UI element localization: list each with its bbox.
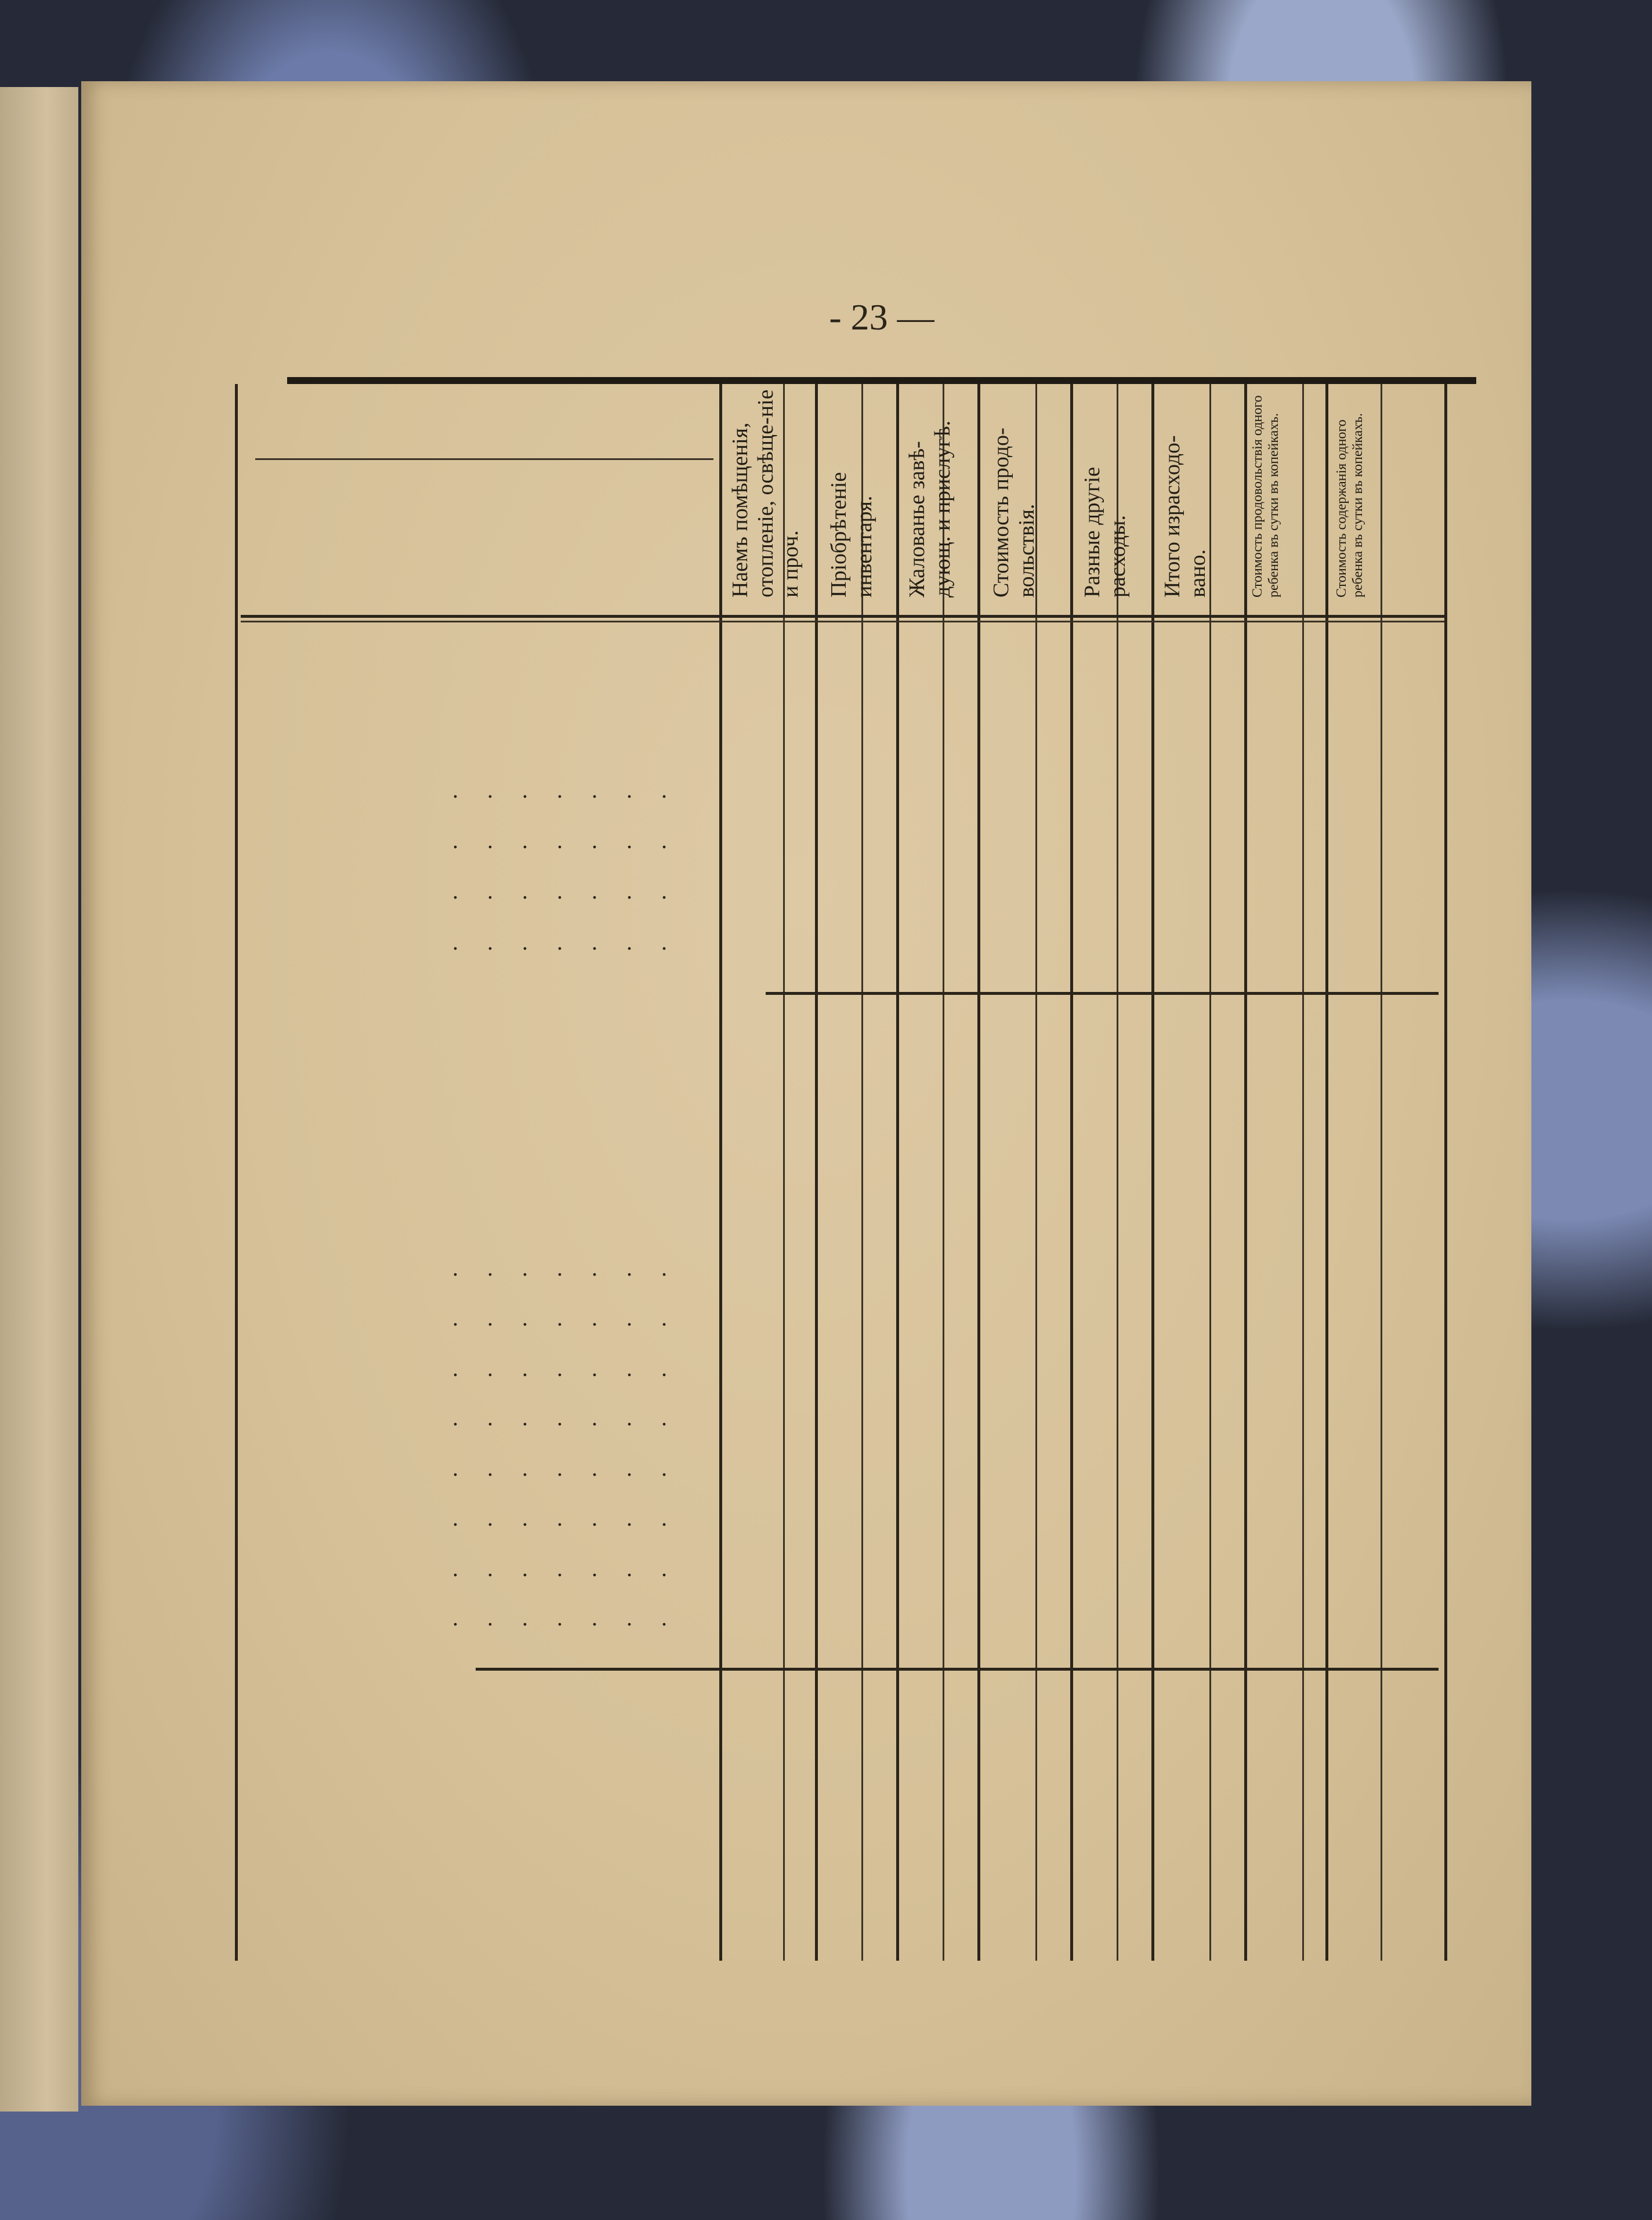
- top-rule: [287, 377, 1476, 384]
- leader-dots: . . . . . . .: [452, 1555, 679, 1581]
- column-header: Пріобрѣтеніе инвентаря.: [827, 472, 876, 597]
- column-header: Стоимость продовольствія одного ребенка въ сутки въ копейкахъ.: [1250, 395, 1281, 597]
- facing-page-edge: [0, 87, 78, 2112]
- leader-dots: . . . . . . .: [452, 1355, 679, 1381]
- header-bottom-rule: [241, 615, 1444, 618]
- leader-dots: . . . . . . .: [452, 1305, 679, 1331]
- section-total-rule: [766, 992, 1439, 995]
- leader-dots: . . . . . . .: [452, 929, 679, 955]
- header-bottom-rule: [241, 621, 1444, 622]
- column-header: Итого израсходо-вано.: [1160, 435, 1210, 597]
- column-header: Жалованье завѣ-дующ. и прислугѣ.: [905, 420, 955, 597]
- document-page: [81, 81, 1531, 2106]
- leader-dots: . . . . . . .: [452, 1404, 679, 1430]
- column-header: Стоимость продо-вольствія.: [989, 428, 1039, 597]
- header-split-rule: [255, 458, 713, 460]
- column-divider: [235, 384, 238, 1961]
- leader-dots: . . . . . . .: [452, 1455, 679, 1481]
- leader-dots: . . . . . . .: [452, 1505, 679, 1531]
- leader-dots: . . . . . . .: [452, 1605, 679, 1631]
- column-divider: [1444, 384, 1447, 1961]
- leader-dots: . . . . . . .: [452, 1255, 679, 1281]
- column-header: Стоимость содержанія одного ребенка въ сутки въ копейкахъ.: [1334, 413, 1365, 597]
- leader-dots: . . . . . . .: [452, 827, 679, 853]
- leader-dots: . . . . . . .: [452, 777, 679, 803]
- column-header: Разные другіе расходы.: [1080, 466, 1130, 597]
- section-total-rule: [476, 1668, 1439, 1671]
- column-header: Наемъ помѣщенія, отопленіе, освѣще-ніе и проч.: [728, 389, 803, 597]
- page-number: - 23 —: [829, 296, 934, 338]
- leader-dots: . . . . . . .: [452, 878, 679, 904]
